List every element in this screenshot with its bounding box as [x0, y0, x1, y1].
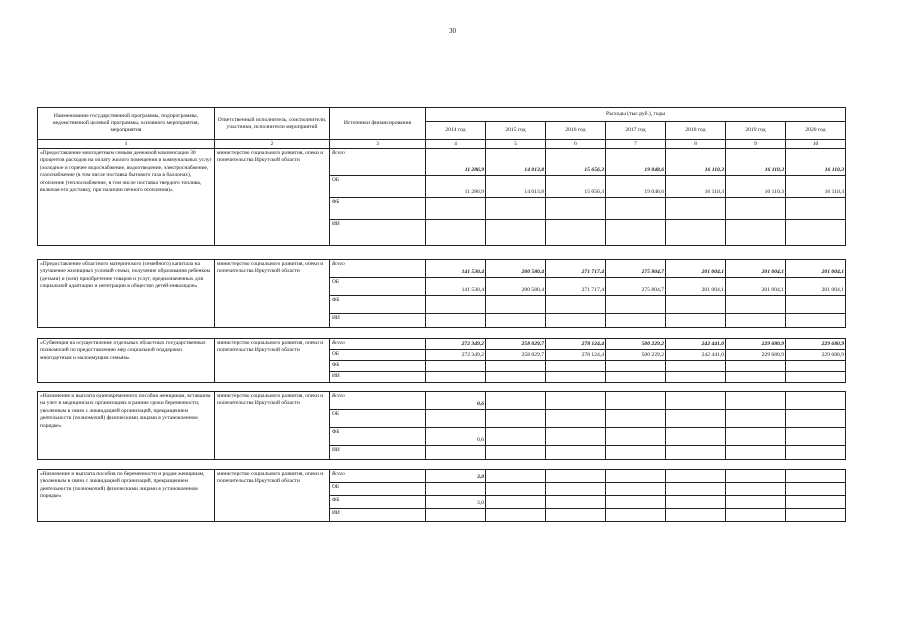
separator-cell	[426, 246, 486, 260]
header-year-2: 2015 год	[486, 122, 546, 140]
expense-value	[726, 496, 786, 509]
separator-cell	[726, 460, 786, 470]
expense-value: 200 580,4	[486, 260, 546, 278]
expense-value: 16 110,3	[786, 176, 846, 198]
expense-value: 242 441,0	[666, 350, 726, 361]
column-number: 9	[726, 140, 786, 149]
responsible-executor: министерство социального развития, опеки и попечительства Иркутской области	[215, 339, 330, 383]
funding-source: Всего	[330, 149, 426, 176]
expense-value	[726, 483, 786, 496]
expense-value	[486, 470, 546, 483]
expense-value	[786, 314, 846, 328]
separator-cell	[215, 246, 330, 260]
expense-value	[786, 496, 846, 509]
expense-value	[786, 410, 846, 428]
row-separator	[38, 383, 846, 392]
funding-source: ИИ	[330, 509, 426, 522]
expense-value	[546, 509, 606, 522]
expense-value	[666, 314, 726, 328]
expense-value: 258 029,7	[486, 350, 546, 361]
header-name: Наименование государственной программы, подпрограммы, ведомственной целевой программы, основного мероприятия, мероприятия	[38, 108, 215, 140]
expense-value: 201 004,1	[786, 260, 846, 278]
expense-value: 201 004,1	[726, 260, 786, 278]
separator-cell	[606, 246, 666, 260]
expense-value	[486, 198, 546, 220]
expense-value	[666, 428, 726, 446]
program-name: «Субвенция на осуществление отдельных областных государственных полномочий по предоставлению мер социальной поддержки многодетным и малоимущим семьям»	[38, 339, 215, 383]
header-year-3: 2016 год	[546, 122, 606, 140]
funding-source: ИИ	[330, 372, 426, 383]
expense-value	[486, 509, 546, 522]
expense-value	[726, 198, 786, 220]
expense-value	[546, 496, 606, 509]
expense-value	[786, 220, 846, 246]
header-year-6: 2019 год	[726, 122, 786, 140]
expense-value: 201 004,1	[666, 260, 726, 278]
table-row	[38, 392, 846, 410]
expense-value	[426, 296, 486, 314]
expense-value	[546, 372, 606, 383]
expense-value	[546, 428, 606, 446]
expense-value	[666, 446, 726, 460]
expense-value: 16 110,3	[666, 176, 726, 198]
expense-value: 278 124,4	[546, 339, 606, 350]
expense-value: 16 110,3	[666, 149, 726, 176]
funding-source: ИИ	[330, 220, 426, 246]
separator-cell	[786, 460, 846, 470]
row-separator	[38, 460, 846, 470]
expense-value	[486, 392, 546, 410]
expense-value	[726, 509, 786, 522]
expense-value	[426, 446, 486, 460]
funding-source: ОБ	[330, 278, 426, 296]
expense-value	[786, 372, 846, 383]
column-number: 2	[215, 140, 330, 149]
expense-value: 16 110,3	[726, 149, 786, 176]
expense-value	[606, 220, 666, 246]
expense-value	[786, 483, 846, 496]
expense-value	[546, 446, 606, 460]
separator-cell	[486, 328, 546, 339]
expense-value: 19 048,6	[606, 149, 666, 176]
expense-value	[486, 220, 546, 246]
funding-source: ОБ	[330, 176, 426, 198]
expense-value: 271 717,4	[546, 278, 606, 296]
expense-value: 242 441,0	[666, 339, 726, 350]
separator-cell	[726, 246, 786, 260]
funding-source: ИИ	[330, 314, 426, 328]
column-number: 6	[546, 140, 606, 149]
expense-value	[486, 428, 546, 446]
separator-cell	[330, 328, 426, 339]
expense-value: 275 804,7	[606, 278, 666, 296]
expense-value	[786, 361, 846, 372]
funding-source: ОБ	[330, 483, 426, 496]
funding-source: Всего	[330, 339, 426, 350]
program-name: «Назначение и выплата единовременного пособия женщинам, вставшим на учет в медицинских организациях в ранние сроки беременности, уволенным в связи с ликвидацией организаций, прекращением деятельности (полномочий) физическими лицами в установленном порядке»	[38, 392, 215, 460]
separator-cell	[546, 460, 606, 470]
expense-value	[666, 496, 726, 509]
funding-source: Всего	[330, 470, 426, 483]
funding-source: ФБ	[330, 296, 426, 314]
expense-value	[486, 314, 546, 328]
expense-value	[726, 361, 786, 372]
expense-value	[666, 410, 726, 428]
header-year-5: 2018 год	[666, 122, 726, 140]
funding-source: ОБ	[330, 350, 426, 361]
header-sources: Источники финансирования	[330, 108, 426, 140]
expense-value	[666, 470, 726, 483]
expense-value	[786, 392, 846, 410]
funding-source: ФБ	[330, 496, 426, 509]
expense-value	[726, 220, 786, 246]
page-number: 30	[449, 27, 456, 35]
expense-value	[786, 470, 846, 483]
expense-value	[546, 314, 606, 328]
expense-value: 201 004,1	[666, 278, 726, 296]
separator-cell	[726, 328, 786, 339]
expense-value	[606, 392, 666, 410]
separator-cell	[486, 460, 546, 470]
expense-value	[666, 372, 726, 383]
header-year-1: 2014 год	[426, 122, 486, 140]
column-number: 5	[486, 140, 546, 149]
separator-cell	[215, 460, 330, 470]
expense-value	[486, 496, 546, 509]
expense-value: 271 717,4	[546, 260, 606, 278]
header-year-4: 2017 год	[606, 122, 666, 140]
row-separator	[38, 246, 846, 260]
expense-value	[606, 446, 666, 460]
separator-cell	[38, 460, 215, 470]
expense-value	[426, 483, 486, 496]
expense-value	[606, 470, 666, 483]
separator-cell	[486, 246, 546, 260]
expense-value	[606, 361, 666, 372]
expense-value: 201 004,1	[786, 278, 846, 296]
table-row	[38, 339, 846, 350]
expense-value	[726, 314, 786, 328]
expense-value	[726, 410, 786, 428]
expense-value	[426, 509, 486, 522]
expense-value: 141 530,4	[426, 278, 486, 296]
header-year-7: 2020 год	[786, 122, 846, 140]
expense-value	[546, 296, 606, 314]
separator-cell	[215, 328, 330, 339]
column-number: 1	[38, 140, 215, 149]
expense-value	[726, 392, 786, 410]
expense-value: 229 680,9	[786, 350, 846, 361]
expense-value	[486, 483, 546, 496]
expense-value: 11 286,9	[426, 149, 486, 176]
responsible-executor: министерство социального развития, опеки и попечительства Иркутской области	[215, 392, 330, 460]
budget-table	[37, 107, 846, 522]
separator-cell	[666, 460, 726, 470]
separator-cell	[726, 383, 786, 392]
expense-value	[546, 392, 606, 410]
expense-value: 16 110,3	[786, 149, 846, 176]
separator-cell	[330, 383, 426, 392]
responsible-executor: министерство социального развития, опеки и попечительства Иркутской области	[215, 149, 330, 246]
funding-source: ФБ	[330, 428, 426, 446]
expense-value: 278 124,4	[546, 350, 606, 361]
separator-cell	[330, 460, 426, 470]
separator-cell	[546, 328, 606, 339]
expense-value: 141 530,4	[426, 260, 486, 278]
expense-value	[486, 372, 546, 383]
header-responsible: Ответственный исполнитель, соисполнители, участники, исполнители мероприятий	[215, 108, 330, 140]
separator-cell	[606, 328, 666, 339]
program-name: «Предоставление многодетным семьям денежной компенсации 30 процентов расходов на оплату жилого помещения и коммунальных услуг (холодное и горячее водоснабжение, водоотведение, электроснабжение, газоснабжение (в том числе поставка бытового газа в баллонах), отопление (теплоснабжение, в том числе поставка твердого топлива, включая его доставку, при наличии печного отопления)»	[38, 149, 215, 246]
expense-value: 16 110,3	[726, 176, 786, 198]
expense-value	[726, 446, 786, 460]
expense-value	[486, 410, 546, 428]
expense-value: 0,6	[426, 392, 486, 410]
expense-value	[426, 198, 486, 220]
header-expenses: Расходы (тыс.руб.), годы	[426, 108, 846, 122]
expense-value: 0,6	[426, 428, 486, 446]
expense-value	[546, 483, 606, 496]
expense-value: 500 229,2	[606, 339, 666, 350]
expense-value: 14 013,8	[486, 176, 546, 198]
expense-value: 229 680,9	[726, 339, 786, 350]
expense-value	[426, 361, 486, 372]
expense-value	[426, 314, 486, 328]
expense-value	[606, 410, 666, 428]
expense-value	[666, 361, 726, 372]
table-row	[38, 260, 846, 278]
separator-cell	[786, 246, 846, 260]
column-number: 7	[606, 140, 666, 149]
expense-value	[606, 198, 666, 220]
expense-value: 14 013,8	[486, 149, 546, 176]
expense-value	[666, 392, 726, 410]
expense-value: 272 349,2	[426, 339, 486, 350]
separator-cell	[666, 383, 726, 392]
responsible-executor: министерство социального развития, опеки и попечительства Иркутской области	[215, 260, 330, 328]
expense-value	[726, 296, 786, 314]
separator-cell	[546, 383, 606, 392]
expense-value	[426, 220, 486, 246]
column-number: 10	[786, 140, 846, 149]
expense-value: 272 349,2	[426, 350, 486, 361]
expense-value	[546, 198, 606, 220]
expense-value	[786, 428, 846, 446]
expense-value	[546, 220, 606, 246]
funding-source: Всего	[330, 260, 426, 278]
funding-source: ОБ	[330, 410, 426, 428]
table-row	[38, 149, 846, 176]
column-number: 4	[426, 140, 486, 149]
separator-cell	[546, 246, 606, 260]
row-separator	[38, 328, 846, 339]
expense-value	[786, 296, 846, 314]
program-name: «Предоставление областного материнского (семейного) капитала на улучшение жилищных условий семьи, получение образования ребенком (детьми) и (или) приобретение товаров и услуг, предназначенных для социальной адаптации и интеграции в общество детей-инвалидов»	[38, 260, 215, 328]
expense-value	[426, 372, 486, 383]
funding-source: ИИ	[330, 446, 426, 460]
expense-value: 19 048,6	[606, 176, 666, 198]
separator-cell	[38, 246, 215, 260]
responsible-executor: министерство социального развития, опеки и попечительства Иркутской области	[215, 470, 330, 522]
separator-cell	[426, 460, 486, 470]
separator-cell	[426, 383, 486, 392]
expense-value	[606, 428, 666, 446]
expense-value	[786, 198, 846, 220]
separator-cell	[38, 328, 215, 339]
separator-cell	[786, 383, 846, 392]
expense-value: 3,0	[426, 470, 486, 483]
expense-value	[546, 410, 606, 428]
expense-value: 11 286,9	[426, 176, 486, 198]
expense-value	[486, 296, 546, 314]
column-number: 3	[330, 140, 426, 149]
separator-cell	[666, 246, 726, 260]
column-number: 8	[666, 140, 726, 149]
expense-value: 500 229,2	[606, 350, 666, 361]
expense-value	[726, 372, 786, 383]
expense-value: 229 680,9	[786, 339, 846, 350]
expense-value	[606, 496, 666, 509]
expense-value	[786, 509, 846, 522]
expense-value	[666, 220, 726, 246]
expense-value	[546, 361, 606, 372]
table-row	[38, 470, 846, 483]
expense-value	[666, 198, 726, 220]
expense-value	[726, 470, 786, 483]
expense-value	[666, 509, 726, 522]
funding-source: ФБ	[330, 361, 426, 372]
expense-value	[486, 446, 546, 460]
separator-cell	[215, 383, 330, 392]
funding-source: Всего	[330, 392, 426, 410]
funding-source: ФБ	[330, 198, 426, 220]
expense-value: 201 004,1	[726, 278, 786, 296]
expense-value	[666, 483, 726, 496]
expense-value	[546, 470, 606, 483]
expense-value	[606, 314, 666, 328]
separator-cell	[486, 383, 546, 392]
separator-cell	[606, 383, 666, 392]
expense-value: 229 680,9	[726, 350, 786, 361]
expense-value: 275 804,7	[606, 260, 666, 278]
expense-value: 200 580,4	[486, 278, 546, 296]
expense-value	[726, 428, 786, 446]
separator-cell	[786, 328, 846, 339]
program-name: «Назначение и выплата пособия по беременности и родам женщинам, уволенным в связи с ликвидацией организаций, прекращением деятельности (полномочий) физическими лицами в установленном порядке»	[38, 470, 215, 522]
expense-value	[426, 410, 486, 428]
expense-value	[786, 446, 846, 460]
separator-cell	[606, 460, 666, 470]
expense-value: 3,0	[426, 496, 486, 509]
separator-cell	[426, 328, 486, 339]
expense-value: 15 656,3	[546, 176, 606, 198]
expense-value: 258 029,7	[486, 339, 546, 350]
separator-cell	[666, 328, 726, 339]
expense-value	[486, 361, 546, 372]
expense-value: 15 656,3	[546, 149, 606, 176]
expense-value	[606, 372, 666, 383]
separator-cell	[330, 246, 426, 260]
expense-value	[666, 296, 726, 314]
expense-value	[606, 509, 666, 522]
separator-cell	[38, 383, 215, 392]
expense-value	[606, 483, 666, 496]
expense-value	[606, 296, 666, 314]
